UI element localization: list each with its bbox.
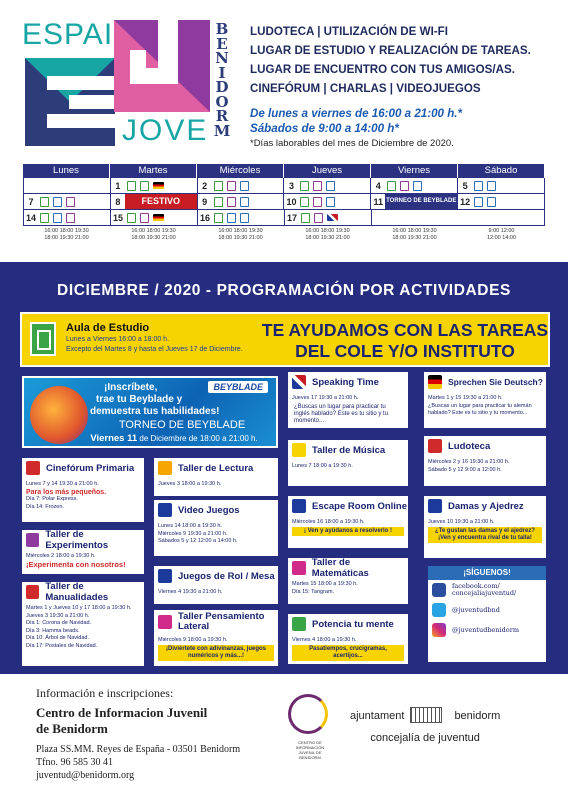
ludoteca-icon bbox=[474, 181, 483, 191]
calendar-day-cell: 10 bbox=[284, 194, 371, 209]
damas-ajedrez-card: Damas y Ajedrez Jueves 10 19:30 a 21:00 h. ¿Te gustan las damas y el ajedrez? ¡Ven y encuentra rival de tu talla! bbox=[424, 496, 546, 558]
beyblade-line: trae tu Beyblade y bbox=[96, 394, 183, 405]
calendar-day-cell: 17 bbox=[285, 210, 372, 225]
estudio-title: Aula de Estudio bbox=[66, 322, 150, 334]
december-calendar bbox=[23, 164, 545, 244]
activities-title: DICIEMBRE / 2020 - PROGRAMACIÓN POR ACTIVIDADES bbox=[57, 282, 511, 299]
juegos-rol-card: Juegos de Rol / Mesa Viernes 4 19:30 a 21:00 h. bbox=[154, 566, 278, 604]
study-icon bbox=[301, 213, 310, 223]
calendar-day-cell bbox=[458, 210, 544, 225]
study-icon bbox=[30, 322, 56, 356]
uk-flag-icon bbox=[327, 214, 338, 221]
german-flag-icon bbox=[153, 182, 164, 189]
escape-room-icon bbox=[227, 213, 236, 223]
experimentos-card: Taller de Experimentos Miércoles 2 18:00 a 19:30 h. ¡Experimenta con nosotros! bbox=[22, 530, 144, 574]
social-follow-box bbox=[428, 566, 546, 662]
calendar-day-cell: 15 bbox=[111, 210, 198, 225]
gamepad-icon bbox=[487, 197, 496, 207]
twitter-link[interactable]: @juventudbnd bbox=[428, 600, 546, 620]
logo-j-letter bbox=[114, 20, 210, 112]
beyblade-promo bbox=[22, 376, 278, 448]
beyblade-line: demuestra tus habilidades! bbox=[90, 406, 220, 417]
gamepad-icon bbox=[158, 503, 172, 517]
torneo-badge: TORNEO DE BEYBLADE bbox=[385, 194, 457, 209]
speaking-time-card: Speaking Time Jueves 17 19:30 a 21:00 h. ¿Buscas un lugar para practicar tu inglés hablado? Este es tu sitio y tu momento... bbox=[288, 372, 408, 428]
weekday-hours: De lunes a viernes de 16:00 a 21:00 h.* bbox=[250, 107, 463, 120]
ludoteca-icon bbox=[474, 197, 483, 207]
manualidades-card: Taller de Manualidades Martes 1 y Jueves 10 y 17 18:00 a 19:30 h. Jueves 3 19:30 a 21:00 h. Día 1: Corona de Navidad. Día 3: Hamma beads. Día 10: Árbol de Navidad. Día 17: Postales de Navidad. bbox=[22, 582, 144, 666]
footer bbox=[0, 674, 568, 800]
estudio-exception: Excepto del Martes 8 y hasta el Jueves 17 de Diciembre. bbox=[66, 346, 243, 353]
music-icon bbox=[292, 443, 306, 457]
time-slots: 16:00 18:00 19:30 18:00 19:30 21:00 bbox=[131, 228, 176, 241]
facebook-icon bbox=[432, 583, 446, 597]
roleplay-icon bbox=[413, 181, 422, 191]
cij-ring-mark bbox=[288, 694, 328, 734]
study-icon bbox=[387, 181, 396, 191]
calendar-week-row bbox=[23, 210, 545, 226]
ludoteca-icon bbox=[240, 213, 249, 223]
calendar-week-row bbox=[23, 178, 545, 194]
brain-icon bbox=[292, 617, 306, 631]
day-header: Sábado bbox=[458, 164, 545, 178]
calendar-day-cell: 4 bbox=[371, 178, 458, 193]
calendar-day-cell: 14 bbox=[24, 210, 111, 225]
beyblade-line: ¡Inscríbete, bbox=[104, 382, 158, 393]
beyblade-date: Viernes 11 de Diciembre de 18:00 a 21:00 h. bbox=[90, 433, 258, 444]
contact-details bbox=[36, 743, 240, 782]
estudio-headline: TE AYUDAMOS CON LAS TAREAS bbox=[261, 320, 549, 340]
time-slots: 9:00 12:00 12:00 14:00 bbox=[486, 228, 517, 241]
service-line: LUGAR DE ENCUENTRO CON TUS AMIGOS/AS. bbox=[250, 63, 515, 76]
escape-room-card: Escape Room Online Miércoles 16 18:00 a 19:30 h. ¡ Ven y ayúdanos a resolverlo ! bbox=[288, 496, 408, 548]
calendar-day-cell: 2 bbox=[198, 178, 285, 193]
book-icon bbox=[158, 461, 172, 475]
study-icon bbox=[300, 197, 309, 207]
estudio-headline: DEL COLE Y/O INSTITUTO bbox=[295, 341, 515, 361]
instagram-link[interactable]: @juventudbenidorm bbox=[428, 620, 546, 640]
beyblade-brand-logo: BEYBLADE bbox=[208, 381, 268, 393]
puzzle-icon bbox=[227, 197, 236, 207]
videojuegos-card: Video Juegos Lunes 14 18:00 a 19:30 h. Miércoles 9 19:30 a 21:00 h. Sábados 5 y 12 12:00 a 14:00 h. bbox=[154, 500, 278, 556]
german-flag-icon bbox=[153, 214, 164, 221]
escape-room-icon bbox=[292, 499, 306, 513]
study-icon bbox=[214, 181, 223, 191]
time-slots: 16:00 18:00 19:30 18:00 19:30 21:00 bbox=[305, 228, 350, 241]
crafts-icon bbox=[313, 197, 322, 207]
saturday-hours: Sábados de 9:00 a 14:00 h* bbox=[250, 122, 399, 135]
study-icon bbox=[300, 181, 309, 191]
day-header: Jueves bbox=[284, 164, 371, 178]
service-line: LUDOTECA | UTILIZACIÓN DE WI-FI bbox=[250, 25, 448, 38]
follow-title: ¡SÍGUENOS! bbox=[428, 566, 546, 580]
math-icon bbox=[292, 561, 306, 575]
day-header: Lunes bbox=[23, 164, 110, 178]
experiment-icon bbox=[227, 181, 236, 191]
festivo-badge: FESTIVO bbox=[125, 194, 197, 209]
mind-icon bbox=[400, 181, 409, 191]
time-slots: 16:00 18:00 19:30 18:00 19:30 21:00 bbox=[218, 228, 263, 241]
math-icon bbox=[140, 213, 149, 223]
pensamiento-lateral-card: Taller Pensamiento Lateral Miércoles 9 18:00 a 19:30 h. ¡Diviértete con adivinanzas, juegos numéricos y más...! bbox=[154, 610, 278, 666]
sprechen-deutsch-card: Sprechen Sie Deutsch? Martes 1 y 15 19:30 a 21:00 h. ¿Buscas un lugar para practicar tu alemán hablado? Este es tu sitio y tu momento... bbox=[424, 372, 546, 428]
calendar-week-row bbox=[23, 194, 545, 210]
study-icon bbox=[214, 213, 223, 223]
cij-logo: CENTRO DE INFORMACIÓN JUVENIL DE BENIDORM bbox=[282, 694, 338, 778]
dice-icon bbox=[158, 569, 172, 583]
cinema-icon bbox=[66, 213, 75, 223]
music-icon bbox=[53, 197, 62, 207]
gamepad-icon bbox=[240, 197, 249, 207]
calendar-day-cell: 1 bbox=[111, 178, 198, 193]
cineforum-card: Cinefórum Primaria Lunes 7 y 14 19:30 a 21:00 h. Para los más pequeños. Día 7: Polar Express. Día 14: Frozen. bbox=[22, 458, 144, 522]
service-line: LUGAR DE ESTUDIO Y REALIZACIÓN DE TAREAS. bbox=[250, 44, 531, 57]
study-icon bbox=[214, 197, 223, 207]
gamepad-icon bbox=[53, 213, 62, 223]
day-header: Martes bbox=[110, 164, 197, 178]
time-slots: 16:00 18:00 19:30 18:00 19:30 21:00 bbox=[44, 228, 89, 241]
logo-espai-text: ESPAI bbox=[22, 18, 114, 51]
chess-icon bbox=[326, 197, 335, 207]
center-name: Centro de Informacion Juvenil de Benidorm bbox=[36, 705, 208, 736]
twitter-icon bbox=[432, 603, 446, 617]
study-icon bbox=[127, 213, 136, 223]
taller-lectura-card: Taller de Lectura Jueves 3 18:00 a 19:30 h. bbox=[154, 458, 278, 496]
beyblade-title: TORNEO DE BEYBLADE bbox=[118, 419, 246, 431]
ludoteca-card: Ludoteca Miércoles 2 y 16 19:30 a 21:00 h. Sábado 5 y 12 9:00 a 12:00 h. bbox=[424, 436, 546, 486]
email-link[interactable]: juventud@benidorm.org bbox=[36, 770, 135, 781]
calendar-day-cell: 11 TORNEO DE BEYBLADE bbox=[371, 194, 458, 209]
logo-jove-text: JOVE bbox=[122, 114, 209, 147]
opening-hours bbox=[250, 106, 560, 149]
ludoteca-icon bbox=[240, 181, 249, 191]
taller-matematicas-card: Taller de Matemáticas Martes 15 18:00 a 19:30 h. Día 15: Tangram. bbox=[288, 558, 408, 604]
phone: Tfno. 96 585 30 41 bbox=[36, 757, 113, 768]
ajuntament-logo: ajuntament benidorm concejalía de juventud bbox=[350, 706, 500, 744]
espai-jove-logo bbox=[20, 18, 240, 148]
day-header: Miércoles bbox=[197, 164, 284, 178]
german-flag-icon bbox=[428, 375, 442, 389]
building-icon bbox=[410, 707, 442, 723]
reading-icon bbox=[326, 181, 335, 191]
calendar-day-cell bbox=[24, 178, 111, 193]
instagram-icon bbox=[432, 623, 446, 637]
estudio-schedule: Lunes a Viernes 16:00 a 18:00 h. bbox=[66, 336, 170, 343]
gamepad-icon bbox=[487, 181, 496, 191]
day-header: Viernes bbox=[371, 164, 458, 178]
service-line: CINEFÓRUM | CHARLAS | VIDEOJUEGOS bbox=[250, 82, 481, 95]
ludoteca-icon bbox=[428, 439, 442, 453]
logo-e-letter bbox=[25, 58, 115, 146]
calendar-day-cell: 7 bbox=[24, 194, 111, 209]
cinema-icon bbox=[26, 461, 40, 475]
aula-estudio-banner bbox=[20, 312, 550, 367]
facebook-link[interactable]: facebook.com/ concejaliajuventud/ bbox=[428, 580, 546, 600]
services-list bbox=[250, 22, 560, 98]
calendar-day-cell bbox=[372, 210, 458, 225]
time-slots: 16:00 18:00 19:30 18:00 19:30 21:00 bbox=[392, 228, 437, 241]
contact-info bbox=[36, 686, 240, 782]
calendar-day-cell: 12 bbox=[458, 194, 544, 209]
calendar-header bbox=[23, 164, 545, 178]
study-icon bbox=[127, 181, 136, 191]
calendar-time-slots bbox=[23, 226, 545, 244]
address: Plaza SS.MM. Reyes de España - 03501 Benidorm bbox=[36, 744, 241, 755]
study-icon bbox=[40, 213, 49, 223]
concejalia-text: concejalía de juventud bbox=[370, 732, 480, 744]
hours-note: *Días laborables del mes de Diciembre de 2020. bbox=[250, 138, 454, 149]
calendar-day-cell: 5 bbox=[458, 178, 544, 193]
cinema-icon bbox=[66, 197, 75, 207]
calendar-day-cell: 8 FESTIVO bbox=[111, 194, 198, 209]
calendar-day-cell: 16 bbox=[198, 210, 285, 225]
uk-flag-icon bbox=[292, 375, 306, 389]
info-title: Información e inscripciones: bbox=[36, 686, 174, 700]
potencia-mente-card: Potencia tu mente Viernes 4 18:00 a 19:30 h. Pasatiempos, crucigramas, acertijos... bbox=[288, 614, 408, 664]
calendar-day-cell: 3 bbox=[284, 178, 371, 193]
calendar-day-cell: 9 bbox=[198, 194, 285, 209]
study-icon bbox=[140, 181, 149, 191]
taller-musica-card: Taller de Música Lunes 7 18:00 a 19:30 h. bbox=[288, 440, 408, 486]
experiment-icon bbox=[26, 533, 39, 547]
logo-benidorm-vertical: B E N I D O R M bbox=[213, 20, 231, 140]
puzzle-icon bbox=[158, 615, 172, 629]
crafts-icon bbox=[313, 181, 322, 191]
crafts-icon bbox=[26, 585, 39, 599]
study-icon bbox=[40, 197, 49, 207]
chess-icon bbox=[428, 499, 442, 513]
crafts-icon bbox=[314, 213, 323, 223]
